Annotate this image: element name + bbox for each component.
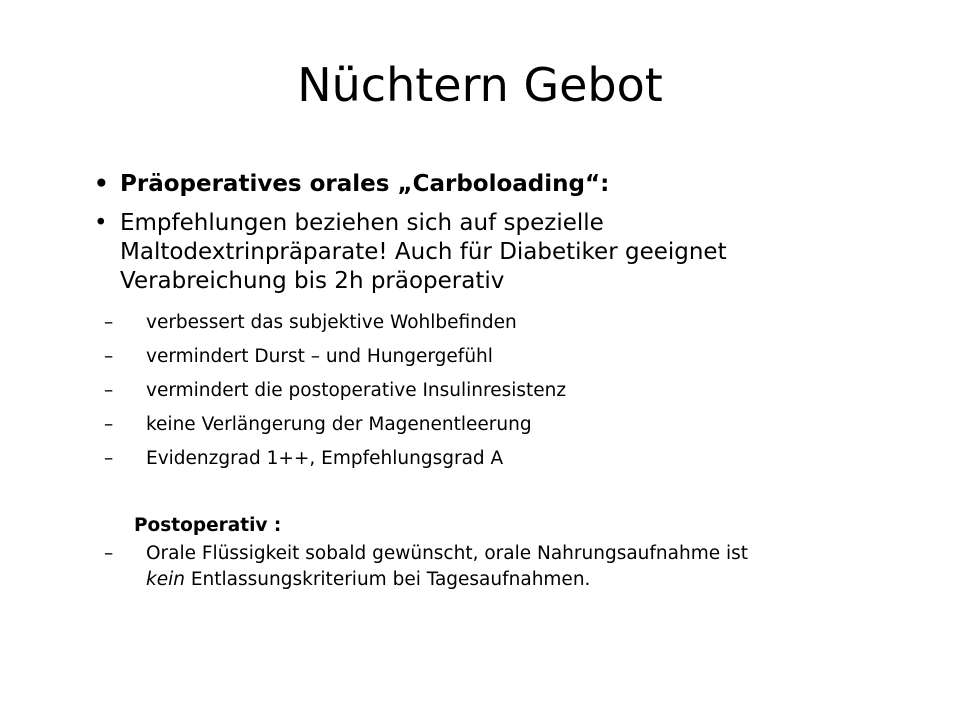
postoperative-text-line-2 — [146, 567, 914, 593]
dash-marker: – — [104, 380, 114, 401]
subbullet-text: vermindert die postoperative Insulinresistenz — [146, 380, 567, 401]
subbullet-text: verbessert das subjektive Wohlbefinden — [146, 312, 517, 333]
bullet-text-line-3: Verabreichung bis 2h präoperativ — [120, 268, 505, 294]
bullet-text: Präoperatives orales „Carboloading“: — [120, 171, 610, 197]
subbullet-thirst — [104, 340, 914, 374]
bullet-recommendations — [94, 209, 914, 296]
postoperative-text-line-2-rest: Entlassungskriterium bei Tagesaufnahmen. — [184, 569, 591, 590]
bullet-dot: • — [94, 171, 109, 197]
bullet-dot: • — [94, 210, 108, 236]
bullet-text-line-2: Maltodextrinpräparate! Auch für Diabetiker geeignet — [120, 239, 727, 265]
subbullet-evidence — [104, 442, 914, 476]
emphasis-kein: kein — [146, 569, 185, 590]
subbullet-wellbeing — [104, 306, 914, 340]
subbullet-insulin — [104, 374, 914, 408]
subbullet-text: Evidenzgrad 1++, Empfehlungsgrad A — [146, 448, 504, 469]
dash-marker: – — [104, 543, 114, 564]
subbullet-postoperative — [104, 541, 914, 593]
bullet-carboloading — [94, 170, 914, 199]
subbullet-text: vermindert Durst – und Hungergefühl — [146, 346, 493, 367]
subbullet-gastric — [104, 408, 914, 442]
slide-title: Nüchtern Gebot — [297, 58, 663, 112]
slide-content — [94, 170, 914, 593]
bullet-text-line-1: Empfehlungen beziehen sich auf spezielle — [120, 210, 604, 236]
postoperative-label: Postoperativ : — [134, 515, 282, 536]
subbullet-text: keine Verlängerung der Magenentleerung — [146, 414, 532, 435]
dash-marker: – — [104, 448, 114, 469]
postoperative-text-line-1: Orale Flüssigkeit sobald gewünscht, orale Nahrungsaufnahme ist — [146, 543, 749, 564]
dash-marker: – — [104, 312, 114, 333]
dash-marker: – — [104, 346, 114, 367]
dash-marker: – — [104, 414, 114, 435]
